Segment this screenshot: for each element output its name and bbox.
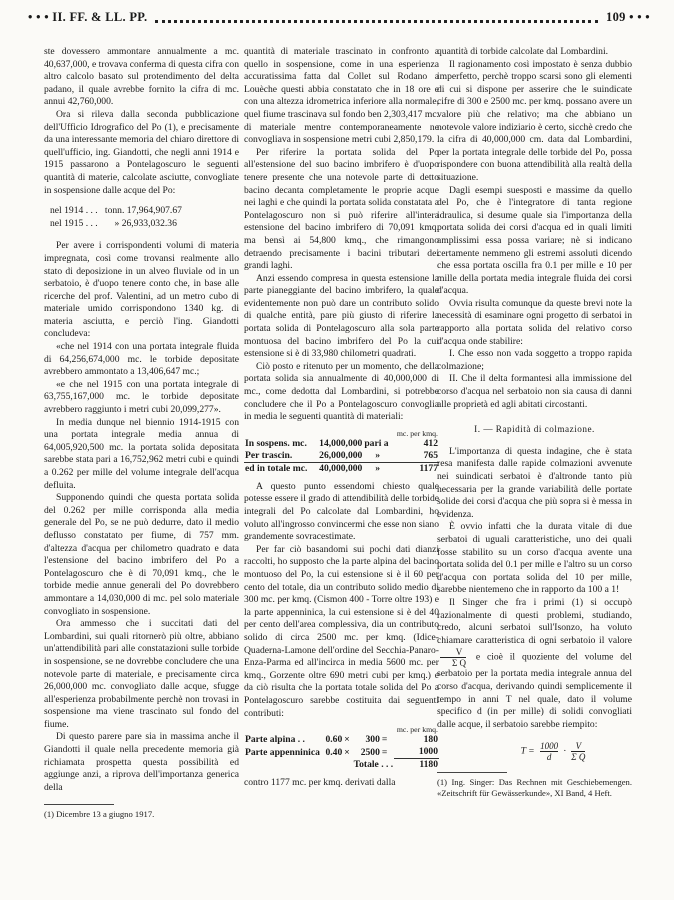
paragraph: Ora ammesso che i succitati dati del Lombardini, sui quali ritornerò più oltre, abbiano un'attendibilità pari alle constatazioni sulle torbide in sospensione, se ne dovrebbe concludere che una notevole parte di materiale, e precisamente circa 26,000,000 mc. convogliato dalle acque, sfugge all'esperienza probabilmente perchè non trovasi in sospensione ma viene trascinato sul fondo del fiume. xyxy=(44,618,240,730)
quote: «e che nel 1915 con una portata integrale di 63,755,167,000 mc. le torbide depositate avrebbero raggiunto i metri cubi 20,099,277». xyxy=(44,378,239,416)
paragraph: quantità di torbide calcolate dal Lombardini. xyxy=(437,46,609,57)
paragraph: In media dunque nel biennio 1914-1915 con una portata integrale media annua di 64,005,920,500 mc. la portata solida depositata sarebbe stata pari a 16,752,962 metri cubi e quindi a 0.262 per mille del volume integrale dell'acqua defluita. xyxy=(44,416,239,491)
paragraph: quantità di materiale trascinato in confronto a quello in sospensione, come in una esperienza accuratissima fatta dal Collet sul Rodano a Louèche questi abbia constatato che in 18 ore e con una altezza idrometrica inferiore alla normale, quel fiume trascinava sul fondo ben 2,303,417 mc. di materiale mentre contemporaneamente ne convogliava in sospensione metri cubi 2,850,179. xyxy=(244,46,439,146)
list-item: II. Che il delta formantesi alla immissione del corso d'acqua nel serbatoio non sia causa di danni alle proprietà ed agli abitati circostanti. xyxy=(437,373,632,410)
materials-table xyxy=(244,430,439,475)
column-3 xyxy=(437,46,632,799)
header-dots xyxy=(155,12,598,23)
journal-title: • • • II. FF. & LL. PP. xyxy=(28,9,148,24)
table-row: Parte appenninica 0.40 × 2500 = 1000 xyxy=(245,746,438,758)
table-row-total: Totale . . . 1180 xyxy=(353,759,438,771)
paragraph: Ovvia risulta comunque da queste brevi note la necessità di esaminare ogni progetto di serbatoi in rapporto alla portata solida del relativo corso d'acqua onde stabilire: xyxy=(437,297,632,347)
quote: «che nel 1914 con una portata integrale fluida di 64,256,674,000 mc. le torbide depositate avrebbero ammontato a 13,406,647 mc.; xyxy=(44,341,239,378)
unit-label: mc. per kmq. xyxy=(396,428,438,438)
inline-fraction: $\frac{V}{\text{Σ Q}}$ xyxy=(440,647,466,668)
paragraph: L'importanza di questa indagine, che è stata resa manifesta dalle rapide colmazioni avvenute nei suindicati serbatoi è d'altronde tanto più necessaria per la grande variabilità delle portate solide dei corsi d'acqua che più sopra si è messa in evidenza. xyxy=(437,445,632,520)
table-row: Parte alpina . . 0.60 × 300 = 180 xyxy=(245,734,438,746)
paragraph: A questo punto essendomi chiesto quale potesse essere il grado di attendibilità delle torbide integrali del Po calcolate dal Lombardini, ho voluto all'ingrosso convincermi che esse non siano grandemente sovracestimate. xyxy=(244,480,439,543)
column-2 xyxy=(244,46,439,790)
section-heading: I. — Rapidità di colmazione. xyxy=(474,424,595,435)
footnote-rule xyxy=(437,772,507,773)
paragraph: È ovvio infatti che la durata vitale di due serbatoi di uguali caratteristiche, uno dei quali fosse stabilito su un corso d'acqua avente una portata solida del 0.1 per mille e l'altro su un corso d'acqua con portata solida del 10 per mille, sarebbe nientemeno che in rapporto da 100 a 1! xyxy=(437,521,632,596)
table-row: nel 1914 . . . tonn. 17,964,907.67 xyxy=(50,205,182,217)
table-row: nel 1915 . . . » 26,933,032.36 xyxy=(50,217,177,229)
paragraph: Il Singer che fra i primi (1) si occupò razionalmente di questi problemi, studiando, credo, alcuni serbatoi sull'Isonzo, ha voluto chiamare caratteristica di ogni serbatoio il valore $\frac{V}{\text{Σ Q}}$ e cioè il quoziente del volume del serbatoio per la portata media integrale annua del corso d'acqua, derivando quindi semplicemente il tempo in anni T nel quale, dato il volume specifico d (in per mille) di solidi convogliati dalle acque, il serbatoio sarebbe riempito: xyxy=(437,596,632,730)
footnote-rule xyxy=(44,804,114,805)
paragraph: Il ragionamento così impostato è senza dubbio imperfetto, perchè troppo scarsi sono gli elementi di cui si dispone per asserire che le suindicate cifre di 300 e 2500 mc. per kmq. possano avere un valore più che relativo; ma che abbiano un notevole valore indiziario è certo, sicchè credo che la cifra di 40,000,000 cm. data dal Lombardini, per la portata integrale delle torbide del Po, possa rispondere con buona attendibilità alla realtà della situazione. xyxy=(437,58,632,183)
paragraph: Ciò posto e ritenuto per un momento, che della portata solida sia annualmente di 40,000,000 di mc., come dedotta dal Lombardini, si potrebbe concludere che il Po a Pontelagoscuro convoglia in media le seguenti quantità di materiali: xyxy=(244,360,439,423)
footnote: (1) Ing. Singer: Das Rechnen mit Geschiebemengen. «Zeitschrift für Gewässerkunde», XI Band, 4 Heft. xyxy=(437,777,632,799)
page-number: 109 • • • xyxy=(606,9,650,24)
paragraph: Dagli esempi suesposti e massime da quello del Po, che è l'integratore di tanta regione idraulica, si desume quale sia l'importanza della portata solida dei corsi d'acqua ed in quali limiti amplissimi essa possa variare; nè si indicano certamente nemmeno gli estremi assoluti dicendo che essa portata oscilla fra 0.1 per mille e 10 per mille della portata media integrale fluida dei corsi d'acqua. xyxy=(437,184,632,297)
column-1 xyxy=(44,46,239,820)
running-header xyxy=(28,6,650,28)
unit-label: mc. per kmq. xyxy=(396,725,438,735)
paragraph: contro 1177 mc. per kmq. derivati dalla xyxy=(244,777,396,789)
paragraph: Ora si rileva dalla seconda pubblicazione dell'Ufficio Idrografico del Po (1), e precisamente da una interessante memoria del chiaro direttore di quell'ufficio, ing. Giandotti, che negli anni 1914 e 1915 passarono a Pontelagoscuro le seguenti quantità di materie, calcolate asciutte, convogliate in sospensione dalle acque del Po: xyxy=(44,108,239,196)
contributions-table xyxy=(244,726,439,771)
paragraph: Anzi essendo compresa in questa estensione la parte pianeggiante del bacino imbrifero, la quale evidentemente non può dare un contributo solido di qualche entità, pare più giusto di riferire la portata solida di Pontelagoscuro alla sola parte montuosa del bacino imbrifero del Po la cui estensione si è di 33,980 chilometri quadrati. xyxy=(244,272,439,360)
paragraph: Supponendo quindi che questa portata solida del 0.262 per mille corrisponda alla media generale del Po, se ne può dedurre, dato il medio deflusso constatato per fiume, di 757 mm. d'altezza d'acqua per chilometro quadrato e data l'estensione del bacino imbrifero del Po a Pontelagoscuro che è di 70,091 kmq., che le torbide medie annue generali del Po dovrebbero ammontare a 14,030,000 di mc. pel solo materiale convogliato in sospensione. xyxy=(44,492,239,617)
paragraph: Per avere i corrispondenti volumi di materia impregnata, così come trovansi realmente allo stato di deposizione in un alveo fluviale od in un serbatoio, è d'uopo tenere conto che, in base alle ricerche del prof. Valentini, ad un metro cubo di materiale umido corrispondono 1340 kg. di materia asciutta, e perciò l'ing. Giandotti concludeva: xyxy=(44,240,239,340)
list-item: I. Che esso non vada soggetto a troppo rapida colmazione; xyxy=(437,348,632,372)
paragraph: Di questo parere pare sia in massima anche il Giandotti il quale nella precedente memoria già richiamata prospetta questa possibilità ed aggiunge anzi, a riprova dell'importanza generica della xyxy=(44,731,239,793)
paragraph: ste dovessero ammontare annualmente a mc. 40,637,000, e trovava conferma di questa cifra con altro calcolo basato sul protendimento del delta padano, il quale avrebbe fornito la cifra di mc. annui 42,760,000. xyxy=(44,46,239,108)
formula: T = $\frac{1000}{d}$ · $\frac{V}{\text{Σ Q}}$ xyxy=(520,741,586,763)
table-row-total: ed in totale mc. 40,000,000 » 1177 xyxy=(245,462,438,474)
footnote: (1) Dicembre 13 a giugno 1917. xyxy=(44,809,155,820)
table-row: Per trascin. 26,000,000 » 765 xyxy=(245,449,438,461)
paragraph: Per far ciò basandomi sui pochi dati dianzi raccolti, ho supposto che la parte alpina del bacino montuoso del Po, la cui estensione si è il 60 per cento del totale, dia un contributo solido medio di 300 mc. per kmq. (Cismon 400 - Torre oltre 193) e la parte appenninica, la cui estensione si è del 40 per cento dell'area complessiva, dia un contributo solido di circa 2500 mc. per kmq. (Idice-Quaderna-Lamone dell'ordine del Secchia-Panaro-Enza-Parma ed all'incirca in media 5600 mc. per kmq., Gorzente oltre 690 metri cubi per kmq.) e da ciò risulta che la portata totale solida del Po a Pontelagoscuro sarebbe costituita dai seguenti contributi: xyxy=(244,543,439,719)
paragraph: Per riferire la portata solida del Po all'estensione del suo bacino imbrifero è d'uopo tenere presente che una notevole parte di detto bacino decanta completamente le proprie acque nei laghi e che quindi la portata solida constatata a Pontelagoscuro non si può riferire all'intera estensione del bacino imbrifero di 70,091 kmq. ma bensì ai 54,800 kmq., che rimangono detraendo precisamente i bacini tributari dei grandi laghi. xyxy=(244,146,439,272)
table-row: In sospens. mc. 14,000,000 pari a 412 xyxy=(245,437,438,449)
sediment-table xyxy=(50,205,239,230)
